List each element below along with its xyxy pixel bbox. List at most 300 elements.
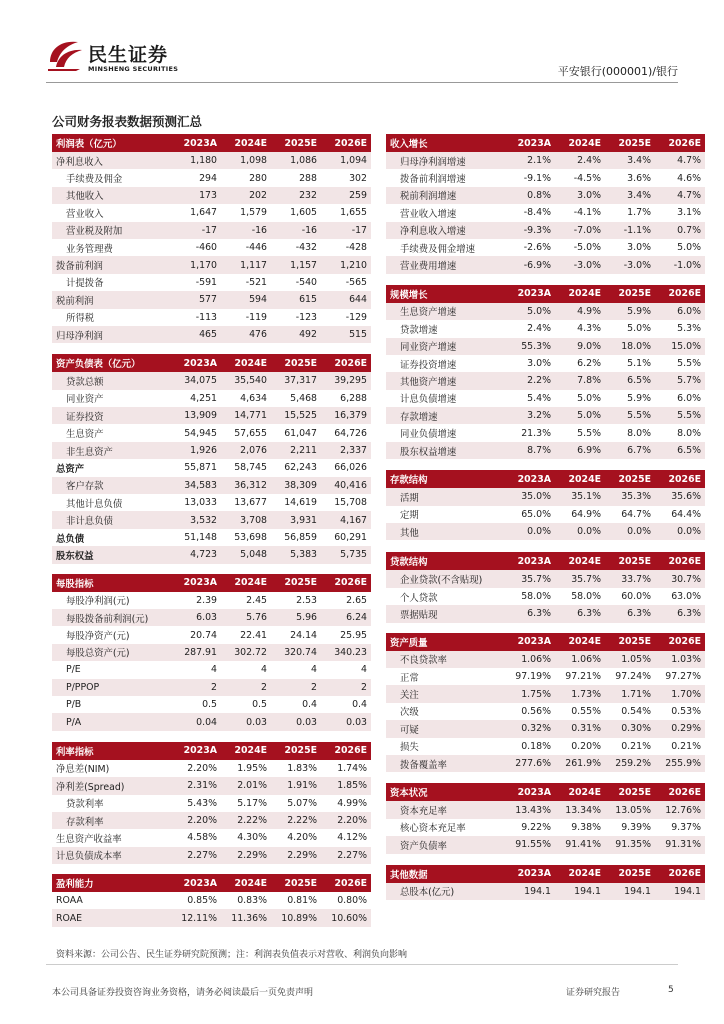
cell-value: 34,583 bbox=[171, 477, 221, 494]
table-block bbox=[386, 470, 705, 540]
cell-value: 2 bbox=[271, 679, 321, 696]
cell-value: 11.36% bbox=[221, 909, 271, 926]
cell-value: -4.1% bbox=[573, 207, 601, 219]
cell-value: 10.89% bbox=[271, 909, 321, 926]
table-title: 资产质量 bbox=[386, 633, 505, 651]
cell-value: -9.1% bbox=[523, 172, 551, 184]
row-label: 归母净利润增速 bbox=[386, 152, 505, 169]
row-label: 存款增速 bbox=[386, 407, 505, 424]
table-row bbox=[52, 644, 371, 661]
cell-value: -113 bbox=[195, 311, 217, 323]
cell-value: 2.27% bbox=[171, 847, 221, 864]
table-row bbox=[386, 668, 705, 685]
cell-value: 97.21% bbox=[565, 671, 601, 683]
cell-value: 3.0% bbox=[627, 242, 651, 254]
cell-value: 0.18% bbox=[521, 740, 551, 752]
financial-table bbox=[386, 134, 705, 274]
cell-value: 3.1% bbox=[677, 207, 701, 219]
year-header: 2023A bbox=[171, 874, 221, 892]
cell-value: 4 bbox=[361, 664, 367, 676]
cell-value: 5.0% bbox=[677, 242, 701, 254]
table-row bbox=[52, 187, 371, 204]
cell-value: 14,771 bbox=[221, 407, 271, 424]
year-header: 2024E bbox=[221, 574, 271, 592]
cell-value: 476 bbox=[221, 326, 271, 343]
cell-value: 594 bbox=[221, 291, 271, 308]
row-label: 营业收入 bbox=[66, 208, 104, 220]
cell-value: 2.1% bbox=[505, 152, 555, 169]
cell-value: -446 bbox=[245, 242, 267, 254]
cell-value: 1.7% bbox=[627, 207, 651, 219]
table-block bbox=[52, 134, 371, 343]
table-title: 收入增长 bbox=[386, 134, 505, 152]
table-header-row bbox=[52, 874, 371, 892]
cell-value: 0.29% bbox=[655, 720, 705, 737]
year-header: 2025E bbox=[271, 134, 321, 152]
year-header: 2024E bbox=[555, 865, 605, 883]
table-title: 贷款结构 bbox=[386, 552, 505, 570]
cell-value: 4.12% bbox=[337, 832, 367, 844]
table-row bbox=[386, 685, 705, 702]
cell-value: 2.27% bbox=[321, 847, 371, 864]
table-row bbox=[52, 442, 371, 459]
cell-value: 1,605 bbox=[290, 207, 317, 219]
cell-value: 0.31% bbox=[555, 720, 605, 737]
row-label: 正常 bbox=[400, 672, 419, 684]
table-row bbox=[52, 239, 371, 256]
table-row bbox=[386, 204, 705, 221]
logo-text: 民生证券 bbox=[88, 44, 169, 66]
cell-value: 0.5 bbox=[202, 699, 217, 711]
row-label: 票据贴现 bbox=[386, 605, 505, 622]
table-row bbox=[386, 836, 705, 853]
cell-value: 1.95% bbox=[237, 762, 267, 774]
row-label: 贷款增速 bbox=[400, 324, 438, 336]
cell-value: 465 bbox=[171, 326, 221, 343]
row-label: 同业负债增速 bbox=[400, 429, 457, 441]
cell-value: 6.03 bbox=[171, 609, 221, 626]
cell-value: 4 bbox=[211, 664, 217, 676]
financial-table bbox=[386, 552, 705, 622]
table-row bbox=[52, 459, 371, 476]
cell-value: 3.0% bbox=[555, 187, 605, 204]
year-header: 2024E bbox=[555, 552, 605, 570]
cell-value: 4 bbox=[311, 664, 317, 676]
logo bbox=[46, 36, 186, 80]
row-label: 股东权益增速 bbox=[386, 442, 505, 459]
row-label: 非计息负债 bbox=[52, 511, 171, 528]
table-row bbox=[386, 588, 705, 605]
row-label: 贷款总额 bbox=[52, 372, 171, 389]
cell-value: 24.14 bbox=[290, 629, 317, 641]
cell-value: 2.01% bbox=[221, 777, 271, 794]
cell-value: -7.0% bbox=[555, 222, 605, 239]
row-label: ROAE bbox=[52, 909, 171, 926]
year-header: 2023A bbox=[505, 134, 555, 152]
row-label: 净利差(Spread) bbox=[52, 777, 171, 794]
section-title: 公司财务报表数据预测汇总 bbox=[52, 114, 203, 129]
cell-value: 5.0% bbox=[555, 407, 605, 424]
cell-value: 15,525 bbox=[271, 407, 321, 424]
year-header: 2026E bbox=[321, 354, 371, 372]
cell-value: 4.58% bbox=[187, 832, 217, 844]
cell-value: 294 bbox=[199, 172, 217, 184]
table-row bbox=[386, 523, 705, 540]
cell-value: 302.72 bbox=[221, 644, 271, 661]
table-row bbox=[52, 795, 371, 812]
cell-value: 4,251 bbox=[190, 392, 217, 404]
cell-value: 5.76 bbox=[221, 609, 271, 626]
cell-value: 60.0% bbox=[621, 591, 651, 602]
cell-value: 194.1 bbox=[555, 883, 605, 900]
cell-value: 64.9% bbox=[571, 508, 601, 520]
cell-value: -1.1% bbox=[605, 222, 655, 239]
cell-value: 6.24 bbox=[321, 609, 371, 626]
cell-value: 1.73% bbox=[555, 685, 605, 702]
cell-value: 3,931 bbox=[271, 511, 321, 528]
table-block bbox=[386, 865, 705, 900]
cell-value: 255.9% bbox=[655, 755, 705, 772]
cell-value: 1,647 bbox=[190, 207, 217, 219]
cell-value: 5.5% bbox=[677, 358, 701, 370]
year-header: 2023A bbox=[171, 742, 221, 760]
row-label: 生息资产 bbox=[66, 429, 104, 441]
table-header-row bbox=[386, 470, 705, 488]
year-header: 2023A bbox=[505, 633, 555, 651]
cell-value: 91.55% bbox=[505, 836, 555, 853]
cell-value: 2 bbox=[321, 679, 371, 696]
cell-value: 1.75% bbox=[505, 685, 555, 702]
cell-value: 302 bbox=[349, 172, 367, 184]
cell-value: 5.5% bbox=[577, 427, 601, 439]
cell-value: 1.85% bbox=[321, 777, 371, 794]
cell-value: 2,076 bbox=[221, 442, 271, 459]
table-row bbox=[386, 390, 705, 407]
cell-value: 9.22% bbox=[521, 821, 551, 833]
row-label: 同业资产 bbox=[66, 394, 104, 406]
row-label: 拨备前利润增速 bbox=[400, 174, 466, 186]
cell-value: 2.22% bbox=[221, 812, 271, 829]
year-header: 2023A bbox=[171, 574, 221, 592]
table-row bbox=[386, 801, 705, 818]
cell-value: -540 bbox=[295, 276, 317, 288]
row-label: 营业费用增速 bbox=[386, 256, 505, 273]
cell-value: 64,726 bbox=[334, 427, 367, 439]
cell-value: 51,148 bbox=[184, 532, 217, 543]
cell-value: 4 bbox=[261, 664, 267, 676]
table-row bbox=[52, 309, 371, 326]
cell-value: 33.7% bbox=[605, 570, 655, 587]
cell-value: 1,180 bbox=[171, 152, 221, 169]
cell-value: -9.3% bbox=[505, 222, 555, 239]
cell-value: 4.99% bbox=[337, 797, 367, 809]
cell-value: 7.8% bbox=[555, 372, 605, 389]
cell-value: 91.41% bbox=[555, 836, 605, 853]
table-row bbox=[386, 222, 705, 239]
cell-value: 64.4% bbox=[671, 508, 701, 520]
table-row bbox=[386, 187, 705, 204]
row-label: 净利息收入 bbox=[52, 152, 171, 169]
year-header: 2026E bbox=[655, 552, 705, 570]
table-row bbox=[52, 679, 371, 696]
cell-value: 0.53% bbox=[671, 705, 701, 717]
cell-value: 6.3% bbox=[655, 605, 705, 622]
table-block bbox=[52, 574, 371, 731]
row-label: 生息资产收益率 bbox=[56, 833, 122, 845]
row-label: 其他计息负债 bbox=[66, 498, 123, 510]
cell-value: 2,337 bbox=[321, 442, 371, 459]
cell-value: 21.3% bbox=[521, 427, 551, 439]
cell-value: 5.9% bbox=[605, 303, 655, 320]
row-label: 归母净利润 bbox=[52, 326, 171, 343]
cell-value: 1,579 bbox=[240, 207, 267, 219]
row-label: 损失 bbox=[400, 742, 419, 754]
table-block bbox=[52, 874, 371, 927]
cell-value: 13,033 bbox=[184, 497, 217, 509]
year-header: 2024E bbox=[221, 354, 271, 372]
cell-value: 4,167 bbox=[321, 511, 371, 528]
cell-value: 5.9% bbox=[627, 392, 651, 404]
cell-value: 5.17% bbox=[237, 797, 267, 809]
row-label: 拨备覆盖率 bbox=[386, 755, 505, 772]
year-header: 2025E bbox=[271, 742, 321, 760]
row-label: 营业税及附加 bbox=[52, 222, 171, 239]
cell-value: 6.3% bbox=[605, 605, 655, 622]
row-label: 税前利润增速 bbox=[386, 187, 505, 204]
cell-value: 5.0% bbox=[627, 323, 651, 335]
cell-value: -8.4% bbox=[523, 207, 551, 219]
cell-value: 63.0% bbox=[671, 591, 701, 602]
cell-value: 4.6% bbox=[677, 172, 701, 184]
cell-value: 0.04 bbox=[171, 713, 221, 730]
table-row bbox=[386, 152, 705, 169]
row-label: 计提拨备 bbox=[66, 278, 104, 290]
table-row bbox=[52, 609, 371, 626]
cell-value: 35.0% bbox=[505, 488, 555, 505]
source-note: 资料来源：公司公告、民生证券研究院预测；注：利润表负值表示对营收、利润负向影响 bbox=[56, 950, 408, 960]
table-header-row bbox=[52, 134, 371, 152]
cell-value: 13,677 bbox=[234, 497, 267, 509]
cell-value: 57,655 bbox=[234, 427, 267, 439]
row-label: 定期 bbox=[400, 510, 419, 522]
row-label: 企业贷款(不含贴现) bbox=[386, 570, 505, 587]
cell-value: 6.9% bbox=[555, 442, 605, 459]
cell-value: -16 bbox=[221, 222, 271, 239]
cell-value: 4.3% bbox=[577, 323, 601, 335]
table-header-row bbox=[386, 134, 705, 152]
cell-value: 1,655 bbox=[340, 207, 367, 219]
table-title: 利润表（亿元） bbox=[52, 134, 171, 152]
year-header: 2026E bbox=[655, 134, 705, 152]
row-label: ROAA bbox=[56, 895, 83, 907]
row-label: 关注 bbox=[386, 685, 505, 702]
cell-value: 0.55% bbox=[571, 705, 601, 717]
row-label: 所得税 bbox=[66, 313, 95, 325]
year-header: 2026E bbox=[321, 574, 371, 592]
cell-value: 2,211 bbox=[271, 442, 321, 459]
row-label: 证券投资 bbox=[52, 407, 171, 424]
cell-value: 3.6% bbox=[627, 172, 651, 184]
year-header: 2025E bbox=[605, 633, 655, 651]
cell-value: 3.0% bbox=[527, 358, 551, 370]
row-label: 净息差(NIM) bbox=[56, 764, 110, 776]
cell-value: 91.35% bbox=[605, 836, 655, 853]
cell-value: 194.1 bbox=[655, 883, 705, 900]
year-header: 2025E bbox=[605, 285, 655, 303]
cell-value: 58,745 bbox=[234, 462, 267, 474]
year-header: 2024E bbox=[221, 134, 271, 152]
row-label: 净利息收入增速 bbox=[386, 222, 505, 239]
cell-value: 0.03 bbox=[321, 713, 371, 730]
table-row bbox=[386, 239, 705, 256]
cell-value: 35.3% bbox=[605, 488, 655, 505]
year-header: 2025E bbox=[605, 865, 655, 883]
cell-value: 97.27% bbox=[665, 671, 701, 683]
row-label: 手续费及佣金增速 bbox=[400, 243, 476, 255]
cell-value: 5,383 bbox=[271, 546, 321, 563]
year-header: 2024E bbox=[555, 285, 605, 303]
cell-value: 0.85% bbox=[187, 895, 217, 907]
row-label: 活期 bbox=[386, 488, 505, 505]
cell-value: 259 bbox=[321, 187, 371, 204]
cell-value: 6.5% bbox=[605, 372, 655, 389]
cell-value: 259.2% bbox=[605, 755, 655, 772]
cell-value: 6.2% bbox=[577, 358, 601, 370]
table-row bbox=[52, 760, 371, 777]
table-header-row bbox=[52, 354, 371, 372]
row-label: 每股净资产(元) bbox=[66, 631, 130, 643]
row-label: 营业收入增速 bbox=[400, 208, 457, 220]
cell-value: 5.7% bbox=[655, 372, 705, 389]
row-label: 客户存款 bbox=[52, 477, 171, 494]
cell-value: 5.96 bbox=[271, 609, 321, 626]
cell-value: 5.0% bbox=[505, 303, 555, 320]
cell-value: 55,871 bbox=[184, 462, 217, 474]
cell-value: 64.7% bbox=[621, 508, 651, 520]
table-header-row bbox=[386, 865, 705, 883]
cell-value: -428 bbox=[345, 242, 367, 254]
cell-value: 288 bbox=[299, 172, 317, 184]
cell-value: 35.7% bbox=[505, 570, 555, 587]
table-block bbox=[52, 354, 371, 563]
year-header: 2025E bbox=[605, 134, 655, 152]
cell-value: 5.4% bbox=[527, 392, 551, 404]
cell-value: 6.3% bbox=[555, 605, 605, 622]
cell-value: 6.0% bbox=[655, 303, 705, 320]
table-title: 资本状况 bbox=[386, 783, 505, 801]
table-title: 存款结构 bbox=[386, 470, 505, 488]
left-column bbox=[52, 134, 371, 927]
cell-value: 5.5% bbox=[605, 407, 655, 424]
table-block bbox=[386, 134, 705, 274]
table-header-row bbox=[52, 574, 371, 592]
cell-value: 0.7% bbox=[655, 222, 705, 239]
cell-value: 0.80% bbox=[337, 895, 367, 907]
cell-value: -521 bbox=[245, 276, 267, 288]
cell-value: 577 bbox=[171, 291, 221, 308]
cell-value: 36,312 bbox=[221, 477, 271, 494]
cell-value: 56,859 bbox=[284, 532, 317, 543]
cell-value: 2.20% bbox=[321, 812, 371, 829]
cell-value: 5.1% bbox=[627, 358, 651, 370]
cell-value: 5,048 bbox=[221, 546, 271, 563]
cell-value: 0.0% bbox=[555, 523, 605, 540]
cell-value: 1.03% bbox=[655, 651, 705, 668]
table-row bbox=[52, 546, 371, 563]
cell-value: 5.0% bbox=[577, 392, 601, 404]
row-label: 每股拨备前利润(元) bbox=[52, 609, 171, 626]
table-title: 每股指标 bbox=[52, 574, 171, 592]
table-row bbox=[52, 291, 371, 308]
year-header: 2024E bbox=[221, 742, 271, 760]
financial-table bbox=[52, 742, 371, 864]
year-header: 2023A bbox=[505, 285, 555, 303]
cell-value: 340.23 bbox=[321, 644, 371, 661]
table-row bbox=[386, 738, 705, 755]
cell-value: 22.41 bbox=[240, 629, 267, 641]
cell-value: 4,723 bbox=[171, 546, 221, 563]
year-header: 2023A bbox=[505, 470, 555, 488]
table-row bbox=[52, 696, 371, 713]
cell-value: 0.81% bbox=[287, 895, 317, 907]
year-header: 2025E bbox=[271, 354, 321, 372]
cell-value: 0.0% bbox=[605, 523, 655, 540]
table-row bbox=[386, 303, 705, 320]
financial-table bbox=[52, 134, 371, 343]
table-row bbox=[386, 488, 705, 505]
cell-value: -1.0% bbox=[655, 256, 705, 273]
cell-value: -3.0% bbox=[555, 256, 605, 273]
cell-value: 8.7% bbox=[505, 442, 555, 459]
cell-value: 8.0% bbox=[677, 427, 701, 439]
cell-value: 0.5 bbox=[252, 699, 267, 711]
cell-value: 15,708 bbox=[334, 497, 367, 509]
table-row bbox=[52, 713, 371, 730]
cell-value: -4.5% bbox=[573, 172, 601, 184]
table-block bbox=[386, 552, 705, 622]
minsheng-logo-icon bbox=[46, 36, 84, 72]
table-title: 规模增长 bbox=[386, 285, 505, 303]
cell-value: 9.37% bbox=[671, 821, 701, 833]
cell-value: 2.45 bbox=[246, 594, 267, 606]
row-label: 总资产 bbox=[56, 463, 85, 475]
cell-value: 14,619 bbox=[284, 497, 317, 509]
cell-value: 6.5% bbox=[655, 442, 705, 459]
cell-value: 0.4 bbox=[302, 699, 317, 711]
cell-value: -129 bbox=[345, 311, 367, 323]
cell-value: 5.07% bbox=[287, 797, 317, 809]
cell-value: 16,379 bbox=[321, 407, 371, 424]
cell-value: 6.7% bbox=[605, 442, 655, 459]
cell-value: 35.6% bbox=[655, 488, 705, 505]
year-header: 2026E bbox=[655, 470, 705, 488]
row-label: 每股总资产(元) bbox=[52, 644, 171, 661]
cell-value: 2 bbox=[171, 679, 221, 696]
cell-value: 4.7% bbox=[655, 187, 705, 204]
table-title: 盈利能力 bbox=[52, 874, 171, 892]
table-row bbox=[386, 372, 705, 389]
cell-value: 61,047 bbox=[284, 427, 317, 439]
cell-value: 37,317 bbox=[271, 372, 321, 389]
cell-value: 0.03 bbox=[221, 713, 271, 730]
cell-value: 60,291 bbox=[334, 532, 367, 543]
row-label: 核心资本充足率 bbox=[400, 823, 466, 835]
cell-value: 0.83% bbox=[237, 895, 267, 907]
cell-value: 6,288 bbox=[340, 392, 367, 404]
table-row bbox=[52, 204, 371, 221]
cell-value: 1,094 bbox=[321, 152, 371, 169]
row-label: 计息负债成本率 bbox=[52, 847, 171, 864]
